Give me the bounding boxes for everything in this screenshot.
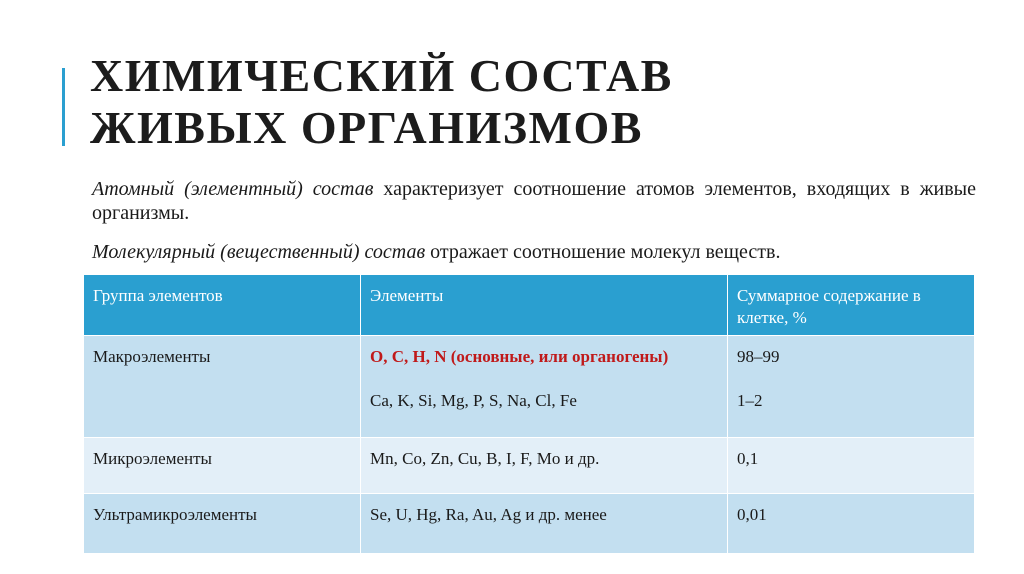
cell-content <box>728 336 975 438</box>
molecular-composition-term: Молекулярный (вещественный) состав <box>92 241 426 263</box>
elements-organogens: O, C, H, N (основные, или органогены) <box>370 347 669 366</box>
header-content: Суммарное содержание в клетке, % <box>728 275 975 336</box>
elements-other-macro: Ca, K, Si, Mg, P, S, Na, Cl, Fe <box>370 391 577 410</box>
atomic-composition-paragraph <box>92 177 976 225</box>
cell-elements: Se, U, Hg, Ra, Au, Ag и др. менее <box>361 494 728 554</box>
table-row <box>84 336 975 438</box>
slide-title-line1: ХИМИЧЕСКИЙ СОСТАВ <box>90 50 673 101</box>
atomic-composition-term: Атомный (элементный) состав <box>92 178 374 200</box>
table-row <box>84 438 975 494</box>
elements-table-container <box>83 274 974 554</box>
cell-elements: Mn, Co, Zn, Cu, B, I, F, Mo и др. <box>361 438 728 494</box>
table-row <box>84 494 975 554</box>
cell-content: 0,1 <box>728 438 975 494</box>
cell-elements <box>361 336 728 438</box>
table-header-row <box>84 275 975 336</box>
cell-group: Микроэлементы <box>84 438 361 494</box>
cell-content: 0,01 <box>728 494 975 554</box>
slide-title <box>90 50 673 154</box>
molecular-composition-text: отражает соотношение молекул веществ. <box>425 241 781 263</box>
header-elements: Элементы <box>361 275 728 336</box>
elements-table <box>83 274 975 554</box>
cell-group: Ультрамикроэлементы <box>84 494 361 554</box>
cell-group: Макроэлементы <box>84 336 361 438</box>
content-other-macro: 1–2 <box>737 391 763 410</box>
slide-title-line2: ЖИВЫХ ОРГАНИЗМОВ <box>90 102 643 153</box>
molecular-composition-paragraph <box>92 240 976 264</box>
content-organogens: 98–99 <box>737 347 780 366</box>
atomic-composition-text: характеризует соотношение атомов элементов, входящих в живые организмы. <box>92 178 976 224</box>
header-group: Группа элементов <box>84 275 361 336</box>
title-accent-bar <box>62 68 65 146</box>
